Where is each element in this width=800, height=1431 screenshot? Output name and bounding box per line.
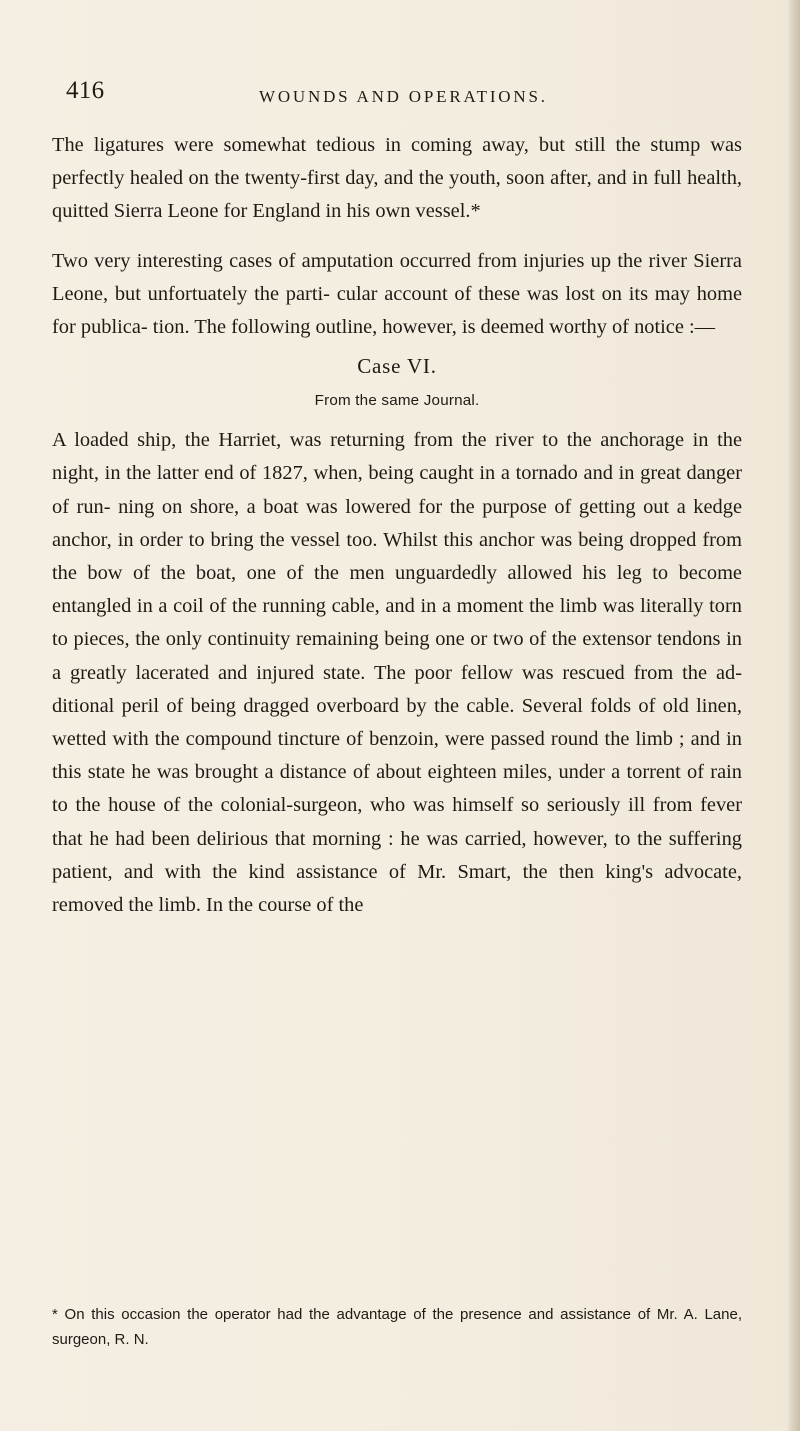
paragraph-1: The ligatures were somewhat tedious in coming away, but still the stump was perfectly healed on the twenty-first day, and the youth, soon after, and in full health, quitted Sierra Leone for England in his own vessel.* xyxy=(52,134,742,223)
footnote: * On this occasion the operator had the advantage of the presence and assistance of Mr. A. Lane, surgeon, R. N. xyxy=(52,1306,742,1348)
case-subtitle: From the same Journal. xyxy=(314,392,480,410)
main-text xyxy=(52,129,742,922)
case-title: Case VI. xyxy=(357,354,437,379)
paragraph-2: Two very interesting cases of amputation occurred from injuries up the river Sierra Leone, but unfortuately the parti- cular account of these was lost on its may home for publica- tion. The following outline, however, is deemed worthy of notice :— xyxy=(52,249,742,339)
running-head: WOUNDS AND OPERATIONS. xyxy=(259,87,548,106)
page-header xyxy=(66,78,756,112)
page-edge-shadow xyxy=(788,0,800,1431)
paragraph-3: A loaded ship, the Harriet, was returning from the river to the anchorage in the night, in the latter end of 1827, when, being caught in a tornado and in great danger of run- ning on shore, a boat was lowered for the purpose of getting out a kedge anchor, in order to bring the vessel too. Whilst this anchor was being dropped from the bow of the boat, one of the men unguardedly allowed his leg to become entangled in a coil of the running cable, and in a moment the limb was literally torn to pieces, the only continuity remaining being one or two of the extensor tendons in a greatly lacerated and injured state. The poor fellow was rescued from the ad- ditional peril of being dragged overboard by the cable. Several folds of old linen, wetted with the compound tincture of benzoin, were passed round the limb ; and in this state he was brought a distance of about eighteen miles, under a torrent of rain to the house of the colonial-surgeon, who was himself so seriously ill from fever that he had been delirious that morning : he was carried, however, to the suffering patient, and with the kind assistance of Mr. Smart, the then king's advocate, removed the limb. In the course of the xyxy=(52,429,742,917)
footnote-block xyxy=(52,1302,742,1352)
page-number: 416 xyxy=(66,77,105,104)
